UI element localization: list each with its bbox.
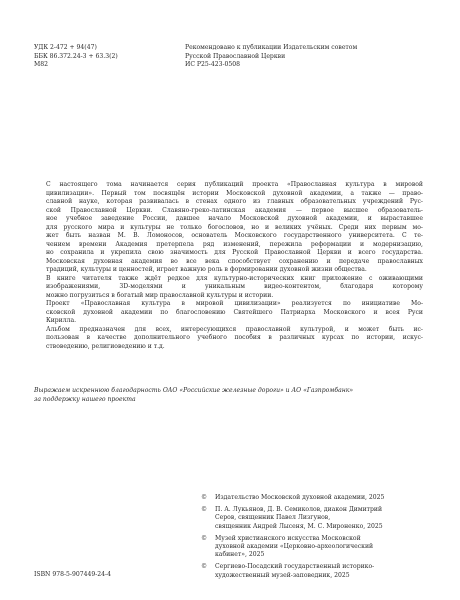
copyright-symbol: ©	[201, 563, 208, 571]
text-line: традиций, культуры и ценностей, играет важную роль в формировании духовной жизни общества.	[46, 266, 367, 273]
copyright-line: Сергиево-Посадский государственный историко-	[215, 563, 375, 571]
text-line: С настоящего тома начинается серия публикаций проекта «Православная культура в мировой	[46, 181, 423, 188]
text-line: цивилизации». Первый том посвящён истории Московской духовной академии, а также — право-	[46, 189, 423, 197]
copyright-line: Издательство Московской духовной академии, 2025	[215, 494, 385, 501]
text-line: изображениями, 3D-моделями и уникальным видео-контентом, благодаря которому	[46, 283, 423, 290]
isbn: ISBN 978-5-907449-24-4	[34, 571, 111, 578]
text-line: Кирилла.	[46, 317, 77, 324]
copyright-entry	[201, 535, 431, 560]
copyright-line: кабинет», 2025	[215, 551, 265, 559]
bbk-code: ББК 86.372.24-3 + 63.3(2)	[34, 52, 118, 60]
copyright-line: духовной академии «Церковно-археологический	[215, 543, 374, 551]
copyright-entry	[201, 563, 431, 580]
annotation-paragraph-1	[34, 181, 423, 275]
text-line: ской Православной Церкви. Славяно-греко-латинская академия — первое высшее образователь-	[46, 206, 423, 214]
copyright-line: П. А. Лукьянов, Д. В. Семиколов, диакон Димитрий	[215, 506, 383, 514]
text-line: ное учебное заведение России, давшее начало Московской духовной академии, и выраставшее	[46, 215, 423, 222]
annotation-paragraph-2	[34, 275, 423, 301]
author-mark: М82	[34, 61, 48, 68]
copyright-line: Серов, священник Павел Лизгунов,	[215, 514, 331, 522]
recommendation-line: Русской Православной Церкви	[185, 52, 286, 60]
annotation-paragraph-3	[34, 300, 423, 326]
text-line: Московская духовная академия во все века способствует сохранению и передаче православных	[46, 257, 423, 265]
copyright-symbol: ©	[201, 494, 208, 501]
text-line: славной науке, которая развивалась в стенах одного из главных образовательных учреждений Рус-	[46, 198, 423, 205]
text-line: В книге читателя также ждёт редкое для культурно-исторических книг приложение с оживающими	[46, 274, 423, 282]
text-line: пользован в качестве дополнительного учебного пособия в различных курсах по истории, искус-	[46, 334, 423, 341]
classification-codes	[34, 44, 118, 70]
text-line: сковской духовной академии по благословению Святейшего Патриарха Московского и всея Руси	[46, 308, 423, 316]
text-line: но сохранила и укрепила свою значимость для Русской Православной Церкви и всего государства.	[46, 249, 423, 256]
sponsor-acknowledgement	[34, 387, 353, 404]
copyright-line: художественный музей-заповедник, 2025	[215, 571, 350, 579]
acknowledgement-line: Выражаем искреннюю благодарность ОАО «Российские железные дороги» и АО «Газпромбанк»	[34, 387, 354, 394]
copyright-block	[201, 494, 431, 584]
text-line: для русского мира и культуры не только богословов, но и великих учёных. Среди них первым мо-	[46, 223, 423, 231]
acknowledgement-line: за поддержку нашего проекта	[34, 395, 136, 403]
copyright-line: Музей христианского искусства Московской	[215, 534, 361, 542]
copyright-line: священник Андрей Лысеня, М. С. Мироненко, 2025	[215, 522, 383, 530]
copyright-symbol: ©	[201, 534, 208, 542]
recommendation-number: ИС Р25-423-0508	[185, 61, 241, 68]
annotation-paragraph-4	[34, 326, 423, 352]
copyright-entry	[201, 494, 431, 502]
text-line: Проект «Православная культура в мировой цивилизации» реализуется по инициативе Мо-	[46, 300, 423, 307]
text-line: чением времени Академия претерпела ряд изменений, пережила реформации и модернизацию,	[46, 240, 423, 248]
copyright-symbol: ©	[201, 506, 208, 514]
text-line: жет быть назван М. В. Ломоносов, основатель Московского государственного университета. С те-	[46, 232, 423, 239]
publishing-council-recommendation	[185, 44, 357, 70]
recommendation-line: Рекомендовано к публикации Издательским советом	[185, 44, 358, 51]
udc-code: УДК 2-472 + 94(47)	[34, 44, 97, 51]
copyright-entry	[201, 506, 431, 531]
text-line: можно погрузиться в богатый мир православной культуры и истории.	[46, 291, 274, 299]
text-line: ствоведению, религиоведению и т.д.	[46, 342, 165, 350]
text-line: Альбом предназначен для всех, интересующихся православной культурой, и может быть ис-	[46, 325, 423, 333]
annotation-text	[34, 181, 423, 351]
